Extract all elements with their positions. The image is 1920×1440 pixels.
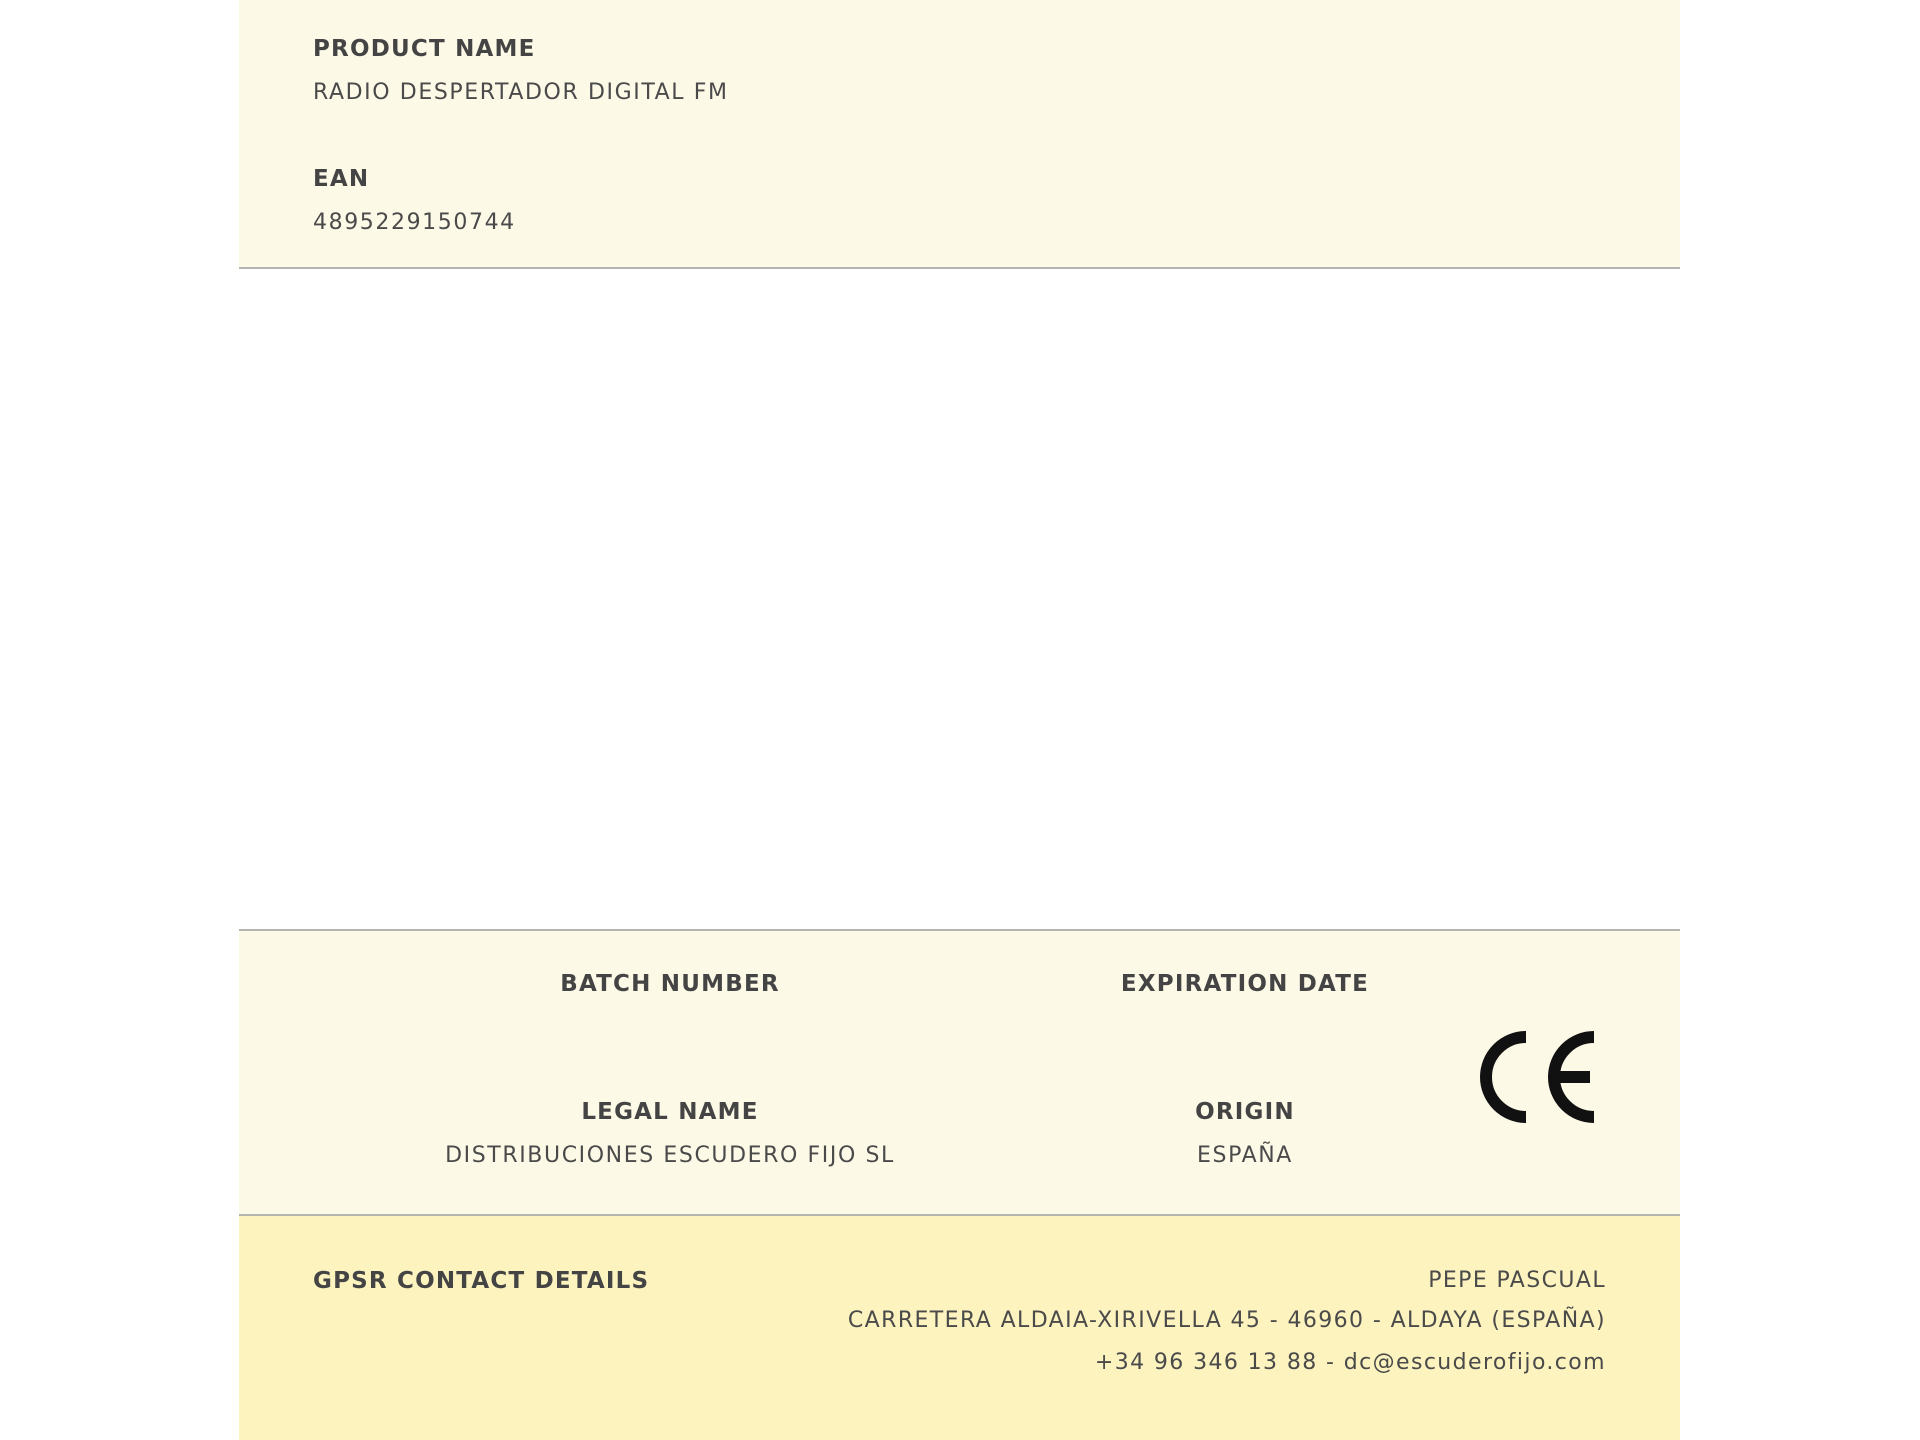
product-name-value: RADIO DESPERTADOR DIGITAL FM — [313, 80, 729, 105]
gpsr-contact-label: GPSR CONTACT DETAILS — [313, 1268, 650, 1294]
contact-phone-email: +34 96 346 13 88 - dc@escuderofijo.com — [1094, 1350, 1606, 1375]
legal-name-value: DISTRIBUCIONES ESCUDERO FIJO SL — [445, 1143, 895, 1168]
product-info-section — [239, 0, 1680, 269]
product-label-sheet — [239, 0, 1680, 1440]
regulatory-details-section — [239, 929, 1680, 1216]
legal-name-label: LEGAL NAME — [581, 1099, 759, 1125]
origin-value: ESPAÑA — [1197, 1143, 1293, 1168]
expiration-date-label: EXPIRATION DATE — [1120, 971, 1370, 997]
contact-name: PEPE PASCUAL — [1428, 1268, 1606, 1293]
ean-value: 4895229150744 — [313, 210, 516, 235]
batch-number-label: BATCH NUMBER — [560, 971, 780, 997]
contact-address: CARRETERA ALDAIA-XIRIVELLA 45 - 46960 - ALDAYA (ESPAÑA) — [847, 1308, 1606, 1333]
origin-label: ORIGIN — [1195, 1099, 1295, 1125]
product-name-label: PRODUCT NAME — [313, 36, 536, 62]
ean-label: EAN — [313, 166, 370, 192]
blank-content-area — [239, 269, 1680, 929]
ce-mark-icon — [1476, 1031, 1598, 1123]
gpsr-contact-section — [239, 1216, 1680, 1440]
